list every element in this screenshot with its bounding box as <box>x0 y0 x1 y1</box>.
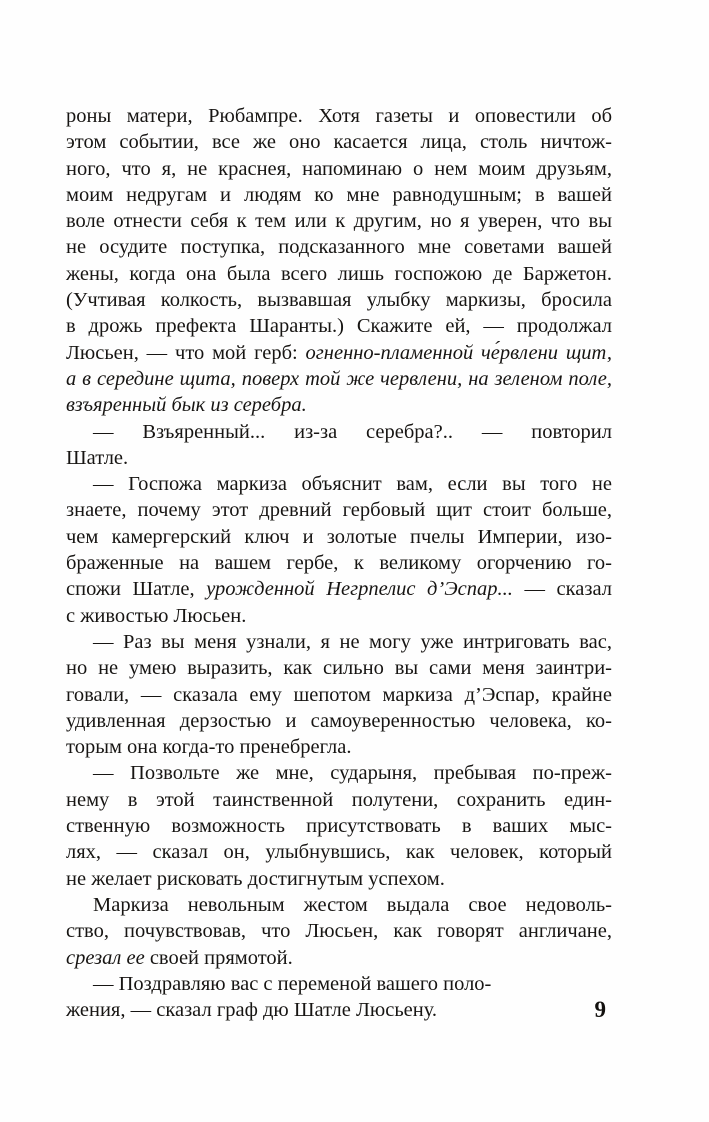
text-segment: с живостью Люсьен. <box>66 604 247 627</box>
italic-text-segment: срезал ее <box>66 946 145 969</box>
text-segment: знаете, почему этот древний гербовый щит стоит больше, <box>66 499 612 522</box>
text-line <box>66 234 612 260</box>
text-segment: не желает рисковать достигнутым успехом. <box>66 867 445 890</box>
text-line <box>66 708 612 734</box>
text-line <box>66 129 612 155</box>
text-segment: этом событии, все же оно касается лица, столь ничтож- <box>66 131 612 154</box>
text-line <box>66 471 612 497</box>
text-line <box>66 103 612 129</box>
text-segment: роны матери, Рюбампре. Хотя газеты и оповестили об <box>66 105 612 127</box>
text-line <box>66 287 612 313</box>
text-line <box>66 419 612 445</box>
text-line <box>66 892 612 918</box>
text-segment: воле отнести себя к тем или к другим, но я уверен, что вы <box>66 210 612 233</box>
text-segment: Шатле. <box>66 446 129 469</box>
text-segment: ство, почувствовав, что Люсьен, как говорят англичане, <box>66 920 612 943</box>
text-line <box>66 550 612 576</box>
text-line <box>66 787 612 813</box>
text-line <box>66 313 612 339</box>
text-segment: спожи Шатле, <box>66 578 207 601</box>
italic-text-segment: а в середине щита, поверх той же червлени, на зеленом поле, <box>66 367 612 390</box>
text-segment: ного, что я, не краснея, напоминаю о нем моим друзьям, <box>66 157 612 180</box>
text-segment: жены, когда она была всего лишь госпожою де Баржетон. <box>66 262 612 285</box>
text-line <box>66 866 612 892</box>
text-line <box>66 366 612 392</box>
text-line <box>66 497 612 523</box>
text-segment: браженные на вашем гербе, к великому огорчению го- <box>66 552 612 575</box>
text-line <box>66 734 612 760</box>
text-segment: — Поздравляю вас с переменой вашего поло- <box>93 972 492 995</box>
text-segment: Люсьен, — что мой герб: <box>66 341 306 364</box>
text-segment: моим недругам и людям ко мне равнодушным; в вашей <box>66 183 612 206</box>
text-line <box>66 813 612 839</box>
text-line <box>66 576 612 602</box>
text-line <box>66 208 612 234</box>
text-line <box>66 682 612 708</box>
text-segment: но не умею выразить, как сильно вы сами меня заинтри- <box>66 657 612 680</box>
text-line <box>66 182 612 208</box>
text-segment: Маркиза невольным жестом выдала свое недоволь- <box>93 893 612 916</box>
text-line <box>66 629 612 655</box>
italic-text-segment: взъяренный бык из серебра. <box>66 394 307 417</box>
text-segment: удивленная дерзостью и самоуверенностью человека, ко- <box>66 709 612 732</box>
text-line <box>66 839 612 865</box>
text-segment: — Раз вы меня узнали, я не могу уже интриговать вас, <box>93 630 612 653</box>
text-segment: чем камергерский ключ и золотые пчелы Империи, изо- <box>66 525 612 548</box>
text-line <box>66 655 612 681</box>
text-segment: жения, — сказал граф дю Шатле Люсьену. <box>66 999 438 1022</box>
text-segment: — Взъяренный... из-за серебра?.. — повторил <box>93 420 612 443</box>
text-segment: говали, — сказала ему шепотом маркиза д’Эспар, крайне <box>66 683 612 706</box>
text-segment: ственную возможность присутствовать в ваших мыс- <box>66 815 612 838</box>
text-segment: своей прямотой. <box>144 946 293 969</box>
text-segment: лях, — сказал он, улыбнувшись, как человек, который <box>66 841 612 864</box>
text-segment: нему в этой таинственной полутени, сохранить един- <box>66 788 612 811</box>
text-line <box>66 971 612 997</box>
text-line <box>66 945 612 971</box>
text-line <box>66 603 612 629</box>
text-segment: — Госпожа маркиза объяснит вам, если вы того не <box>93 473 612 496</box>
text-line <box>66 392 612 418</box>
text-line <box>66 918 612 944</box>
italic-text-segment: огненно-пламенной че́рвлени щит, <box>305 341 612 364</box>
text-segment: — сказал <box>512 578 612 601</box>
text-line <box>66 261 612 287</box>
text-segment: торым она когда-то пренебрегла. <box>66 736 352 759</box>
italic-text-segment: урожденной Негрпелис д’Эспар... <box>206 578 513 601</box>
text-block <box>66 103 612 1023</box>
text-line <box>66 156 612 182</box>
text-line <box>66 524 612 550</box>
text-segment: не осудите поступка, подсказанного мне советами вашей <box>66 236 612 259</box>
text-line <box>66 340 612 366</box>
page-number: 9 <box>594 997 606 1022</box>
text-line <box>66 760 612 786</box>
text-line <box>66 445 612 471</box>
text-segment: — Позвольте же мне, сударыня, пребывая по-преж- <box>93 762 612 785</box>
text-segment: в дрожь префекта Шаранты.) Скажите ей, — продолжал <box>66 315 612 338</box>
text-segment: (Учтивая колкость, вызвавшая улыбку маркизы, бросила <box>66 289 612 312</box>
